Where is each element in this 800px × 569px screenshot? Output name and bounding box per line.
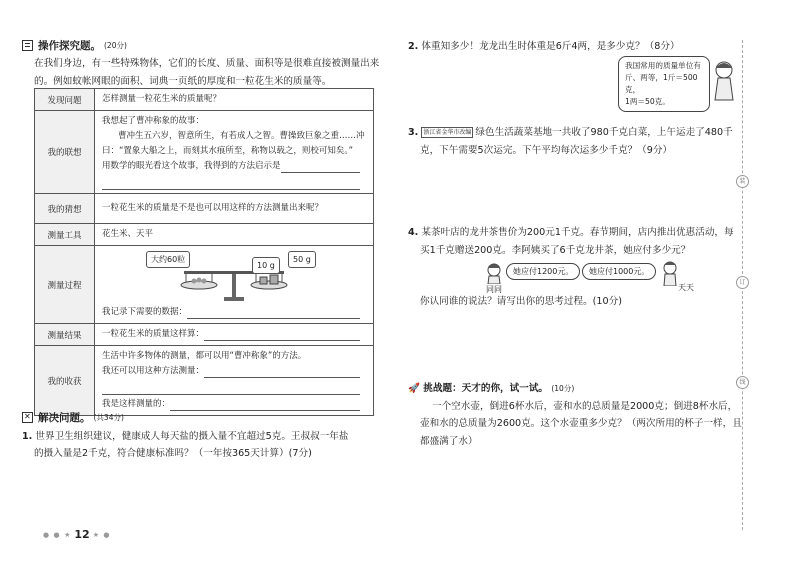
q3-number: 3.: [408, 127, 419, 138]
dots-right: ★ ●: [92, 530, 111, 539]
row-content: 花生米、天平: [95, 224, 374, 246]
hint-line1: 我国常用的质量单位有: [625, 61, 701, 70]
q2-hint-bubble: [618, 56, 710, 112]
row-label: 测量结果: [35, 324, 95, 346]
row-content: [95, 246, 374, 324]
q1-text-line1: 世界卫生组织建议，健康成人每天盐的摄入量不宜超过5克。王叔叔一年盐: [35, 431, 349, 442]
method-prompt-row: [102, 159, 366, 174]
section1-points: (20分): [104, 41, 127, 50]
binding-mark: 装: [736, 175, 749, 188]
q3-text-line1: 绿色生活蔬菜基地一共收了980千克白菜，上午运走了480千: [475, 127, 733, 138]
table-row: [35, 111, 374, 194]
answer-blank[interactable]: [187, 305, 360, 319]
page-number-text: 12: [74, 528, 90, 541]
section2-heading: [22, 410, 124, 425]
challenge-heading: [408, 380, 744, 398]
row-label: 我的联想: [35, 111, 95, 194]
tiantian-name: 天天: [678, 283, 694, 292]
exploration-table: [34, 88, 374, 416]
q4-number: 4.: [408, 227, 419, 238]
balance-scale-illustration: [102, 249, 366, 305]
table-row: [35, 224, 374, 246]
tongtong-avatar-icon: [484, 262, 504, 284]
binding-mark: 线: [736, 376, 749, 389]
q3-text-line2: 克，下午需要5次运完。下午平均每次运多少千克？（9分）: [420, 144, 673, 156]
challenge-title: 挑战题：天才的你，试一试。: [423, 383, 549, 394]
tongtong-speech-bubble: 她应付1200元。: [506, 263, 580, 280]
table-row: [35, 246, 374, 324]
row-content: [95, 324, 374, 346]
answer-blank[interactable]: [204, 364, 360, 378]
section2-points: (共34分): [93, 413, 124, 422]
answer-blank[interactable]: [204, 327, 360, 341]
section2-title: 解决问题。: [38, 412, 91, 424]
row-content: 一粒花生米的质量是不是也可以用这样的方法测量出来呢？: [95, 194, 374, 224]
record-row: [102, 305, 366, 320]
harvest-line1: 生活中许多物体的测量，都可以用“曹冲称象”的方法。: [102, 351, 307, 361]
challenge-text-line3: 都盛满了水）: [420, 435, 478, 447]
table-row: [35, 346, 374, 416]
row-label: 发现问题: [35, 89, 95, 111]
q4-text-line2: 买1千克赠送200克。李阿姨买了6千克龙井茶，她应付多少元？: [420, 244, 691, 256]
weight-50g-tag: 50 g: [288, 251, 316, 268]
q3-source-tag: 浙江省金华市改编: [423, 128, 472, 136]
hint-line2: 斤、两等，1斤＝500克，: [625, 73, 698, 94]
answer-blank[interactable]: [102, 176, 360, 190]
q2-text: 体重知多少！龙龙出生时体重是6斤4两，是多少克？（8分）: [421, 41, 680, 52]
q1-number: 1.: [22, 431, 33, 442]
challenge-points: (10分): [551, 384, 575, 393]
tongtong-name: 同同: [486, 285, 502, 294]
q4-text-line1: 某茶叶店的龙井茶售价为200元1千克。春节期间，店内推出优惠活动，每: [421, 227, 734, 238]
association-line3: 用数学的眼光看这个故事，我得到的方法启示是: [102, 161, 281, 171]
hint-line3: 1两＝50克。: [625, 97, 670, 106]
challenge-text-line2: 壶和水的总质量为2600克。这个水壶重多少克？（两次所用的杯子一样，且: [420, 418, 742, 429]
row-label: 测量过程: [35, 246, 95, 324]
q1-text-line2: 的摄入量是2千克，符合健康标准吗？（一年按365天计算）(7分): [34, 448, 312, 459]
section1-title: 操作探究题。: [38, 40, 101, 52]
answer-blank[interactable]: [102, 381, 360, 395]
question-3: [408, 124, 744, 159]
question-1: [22, 428, 382, 462]
list-box-icon: [22, 40, 33, 51]
q4-text-line3: 你认同谁的说法？请写出你的思考过程。(10分): [420, 296, 622, 307]
x-box-icon: [22, 412, 33, 423]
section1-intro: 在我们身边，有一些特殊物体，它们的长度、质量、面积等是很难直接被测量出来的。例如蚊帐网眼的面积、词典一页纸的厚度和一粒花生米的质量等。: [34, 58, 380, 87]
binding-mark: 订: [736, 276, 749, 289]
tiantian-speech-bubble: 她应付1000元。: [582, 263, 656, 280]
weight-10g-tag: 10 g: [252, 257, 280, 274]
row-content: 怎样测量一粒花生米的质量呢？: [95, 89, 374, 111]
tiantian-avatar-icon: [660, 260, 680, 286]
association-line1: 我想起了曹冲称象的故事：: [102, 116, 205, 126]
row-label: 测量工具: [35, 224, 95, 246]
result-row: [102, 327, 366, 342]
harvest-row3: [102, 397, 366, 412]
row-content: [95, 346, 374, 416]
table-row: [35, 324, 374, 346]
rocket-icon: 🚀: [408, 383, 420, 394]
record-note: 我记录下需要的数据：: [102, 307, 188, 317]
page-number: [40, 528, 114, 541]
harvest-line2: 我还可以用这种方法测量：: [102, 366, 205, 376]
q2-number: 2.: [408, 41, 419, 52]
question-4: [408, 224, 744, 259]
question-2: [408, 38, 744, 56]
result-prompt: 一粒花生米的质量这样算：: [102, 329, 205, 339]
answer-blank[interactable]: [170, 397, 360, 411]
dots-left: ● ● ★: [43, 530, 72, 539]
table-row: [35, 89, 374, 111]
row-label: 我的收获: [35, 346, 95, 416]
girl-character-icon: [712, 60, 736, 104]
answer-blank[interactable]: [281, 159, 360, 173]
harvest-line3: 我是这样测量的：: [102, 399, 171, 409]
challenge-question: [408, 380, 744, 450]
harvest-row2: [102, 364, 366, 379]
challenge-text-line1: 一个空水壶，倒进6杯水后，壶和水的总质量是2000克；倒进8杯水后，: [432, 400, 738, 412]
peanut-count-tag: 大约60粒: [146, 251, 190, 268]
table-row: [35, 194, 374, 224]
story-quote: 曹冲生五六岁，智意所生，有若成人之智。曹操致巨象之重……冲曰：“置象大船之上，而刻其水痕所至，称物以载之，则校可知矣。”: [102, 131, 365, 156]
section1-heading: [22, 38, 127, 53]
row-label: 我的猜想: [35, 194, 95, 224]
row-content: [95, 111, 374, 194]
